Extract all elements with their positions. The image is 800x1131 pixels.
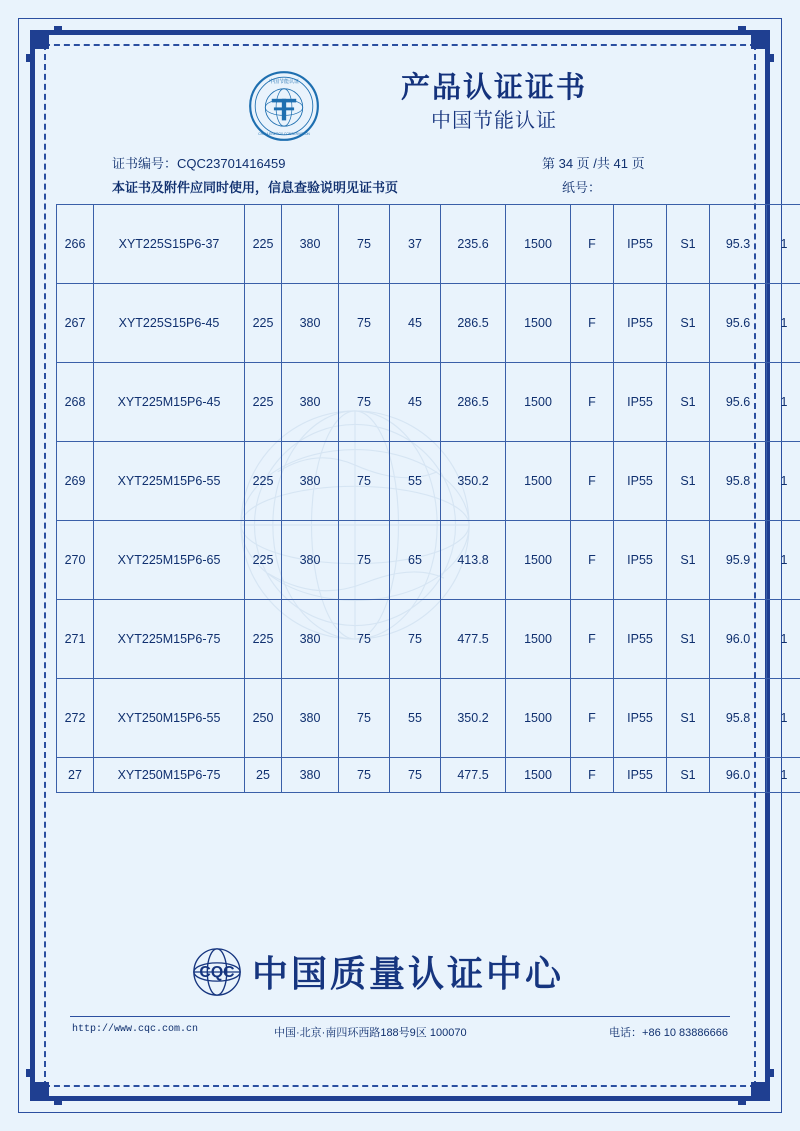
- table-row: [57, 521, 800, 600]
- cell-freq: 75: [339, 679, 390, 758]
- cell-power: 55: [390, 442, 441, 521]
- cell-insulation: F: [571, 284, 614, 363]
- cell-ip: IP55: [614, 758, 667, 793]
- cell-freq: 75: [339, 205, 390, 284]
- cell-insulation: F: [571, 758, 614, 793]
- cell-speed: 1500: [506, 442, 571, 521]
- cell-last: 1: [767, 363, 800, 442]
- cell-power: 45: [390, 284, 441, 363]
- cell-power: 45: [390, 363, 441, 442]
- cell-power: 75: [390, 600, 441, 679]
- svg-text:CHINA ENERGY CONSERVATION: CHINA ENERGY CONSERVATION: [258, 131, 310, 136]
- page-title: 产品认证证书: [400, 72, 587, 104]
- table-row: [57, 758, 800, 793]
- cell-frame: 225: [245, 284, 282, 363]
- cell-duty: S1: [667, 205, 710, 284]
- cell-ip: IP55: [614, 600, 667, 679]
- cell-model: XYT250M15P6-55: [94, 679, 245, 758]
- cell-no: 271: [57, 600, 94, 679]
- cell-efficiency: 95.6: [710, 284, 767, 363]
- table-row: [57, 363, 800, 442]
- cell-no: 27: [57, 758, 94, 793]
- cell-model: XYT225M15P6-65: [94, 521, 245, 600]
- cell-speed: 1500: [506, 363, 571, 442]
- cell-frame: 225: [245, 363, 282, 442]
- motor-specification-table: [56, 204, 800, 793]
- cell-duty: S1: [667, 758, 710, 793]
- cell-insulation: F: [571, 205, 614, 284]
- cell-current: 350.2: [441, 442, 506, 521]
- cell-model: XYT225S15P6-45: [94, 284, 245, 363]
- cell-power: 55: [390, 679, 441, 758]
- cell-no: 269: [57, 442, 94, 521]
- cell-efficiency: 95.3: [710, 205, 767, 284]
- cell-power: 65: [390, 521, 441, 600]
- table-row: [57, 600, 800, 679]
- cell-power: 75: [390, 758, 441, 793]
- cell-speed: 1500: [506, 758, 571, 793]
- cell-voltage: 380: [282, 521, 339, 600]
- cell-efficiency: 95.9: [710, 521, 767, 600]
- cell-voltage: 380: [282, 284, 339, 363]
- cell-power: 37: [390, 205, 441, 284]
- cell-efficiency: 95.6: [710, 363, 767, 442]
- cell-freq: 75: [339, 521, 390, 600]
- cell-efficiency: 95.8: [710, 679, 767, 758]
- cert-no-value: CQC23701416459: [177, 156, 286, 171]
- footer-website[interactable]: http://www.cqc.com.cn: [72, 1024, 199, 1035]
- meta-row-cert-no: [56, 152, 744, 176]
- cell-speed: 1500: [506, 284, 571, 363]
- cell-frame: 225: [245, 521, 282, 600]
- paper-no-label: 纸号：: [562, 180, 602, 195]
- cell-current: 350.2: [441, 679, 506, 758]
- svg-text:中国节能认证: 中国节能认证: [268, 78, 300, 85]
- footer-address: 中国·北京·南四环西路188号9区 100070: [274, 1027, 467, 1039]
- cell-no: 267: [57, 284, 94, 363]
- cell-duty: S1: [667, 679, 710, 758]
- cell-frame: 225: [245, 600, 282, 679]
- cell-ip: IP55: [614, 679, 667, 758]
- cell-insulation: F: [571, 679, 614, 758]
- cell-ip: IP55: [614, 363, 667, 442]
- cert-no-label: 证书编号：: [112, 156, 178, 171]
- cell-model: XYT225M15P6-55: [94, 442, 245, 521]
- cell-insulation: F: [571, 521, 614, 600]
- cell-last: 1: [767, 442, 800, 521]
- cell-duty: S1: [667, 363, 710, 442]
- cell-duty: S1: [667, 600, 710, 679]
- page-subtitle: 中国节能认证: [431, 110, 557, 132]
- cell-last: 1: [767, 284, 800, 363]
- table-row: [57, 205, 800, 284]
- cell-model: XYT250M15P6-75: [94, 758, 245, 793]
- cell-speed: 1500: [506, 600, 571, 679]
- footer-contact-info: [70, 1022, 730, 1042]
- meta-row-notice: [56, 176, 744, 200]
- cell-frame: 225: [245, 442, 282, 521]
- cell-current: 235.6: [441, 205, 506, 284]
- cell-frame: 25: [245, 758, 282, 793]
- cell-duty: S1: [667, 284, 710, 363]
- cell-insulation: F: [571, 600, 614, 679]
- cell-current: 477.5: [441, 600, 506, 679]
- cell-current: 413.8: [441, 521, 506, 600]
- cell-no: 268: [57, 363, 94, 442]
- footer-phone: 电话：+86 10 83886666: [609, 1027, 728, 1039]
- cell-freq: 75: [339, 758, 390, 793]
- cell-voltage: 380: [282, 205, 339, 284]
- cell-last: 1: [767, 205, 800, 284]
- certificate-footer: [56, 938, 744, 1039]
- usage-notice: 本证书及附件应同时使用，信息查验说明见证书页: [112, 180, 399, 195]
- cell-freq: 75: [339, 600, 390, 679]
- cell-last: 1: [767, 679, 800, 758]
- cell-ip: IP55: [614, 521, 667, 600]
- footer-divider: [70, 1016, 730, 1017]
- certificate-header: [56, 58, 744, 150]
- cell-no: 270: [57, 521, 94, 600]
- cell-efficiency: 95.8: [710, 442, 767, 521]
- table-row: [57, 442, 800, 521]
- cell-model: XYT225M15P6-45: [94, 363, 245, 442]
- cell-voltage: 380: [282, 679, 339, 758]
- cell-no: 266: [57, 205, 94, 284]
- svg-text:CQC: CQC: [199, 963, 235, 981]
- cell-speed: 1500: [506, 679, 571, 758]
- cell-speed: 1500: [506, 205, 571, 284]
- cell-model: XYT225M15P6-75: [94, 600, 245, 679]
- cell-voltage: 380: [282, 442, 339, 521]
- cell-no: 272: [57, 679, 94, 758]
- cell-freq: 75: [339, 442, 390, 521]
- cell-frame: 225: [245, 205, 282, 284]
- cell-voltage: 380: [282, 758, 339, 793]
- cell-last: 1: [767, 521, 800, 600]
- cell-insulation: F: [571, 363, 614, 442]
- title-block: [334, 70, 654, 136]
- table-row: [57, 679, 800, 758]
- cell-last: 1: [767, 758, 800, 793]
- cell-current: 477.5: [441, 758, 506, 793]
- cell-efficiency: 96.0: [710, 600, 767, 679]
- cell-current: 286.5: [441, 284, 506, 363]
- cell-frame: 250: [245, 679, 282, 758]
- cell-duty: S1: [667, 521, 710, 600]
- cert-no: [112, 152, 285, 176]
- cell-insulation: F: [571, 442, 614, 521]
- energy-conservation-seal-icon: [248, 70, 320, 142]
- cell-ip: IP55: [614, 442, 667, 521]
- cell-freq: 75: [339, 363, 390, 442]
- footer-logo-row: [56, 938, 744, 1006]
- cell-ip: IP55: [614, 284, 667, 363]
- cell-speed: 1500: [506, 521, 571, 600]
- table-row: [57, 284, 800, 363]
- certificate-meta: [56, 152, 744, 204]
- cell-current: 286.5: [441, 363, 506, 442]
- cell-model: XYT225S15P6-37: [94, 205, 245, 284]
- cell-ip: IP55: [614, 205, 667, 284]
- cell-freq: 75: [339, 284, 390, 363]
- page-indicator: 第 34 页 /共 41 页: [542, 156, 645, 171]
- cell-duty: S1: [667, 442, 710, 521]
- cell-voltage: 380: [282, 363, 339, 442]
- cell-last: 1: [767, 600, 800, 679]
- cqc-globe-icon: [186, 944, 248, 1000]
- footer-org-name: 中国质量认证中心: [252, 953, 565, 994]
- cell-efficiency: 96.0: [710, 758, 767, 793]
- certificate-content: [56, 58, 788, 1073]
- cell-voltage: 380: [282, 600, 339, 679]
